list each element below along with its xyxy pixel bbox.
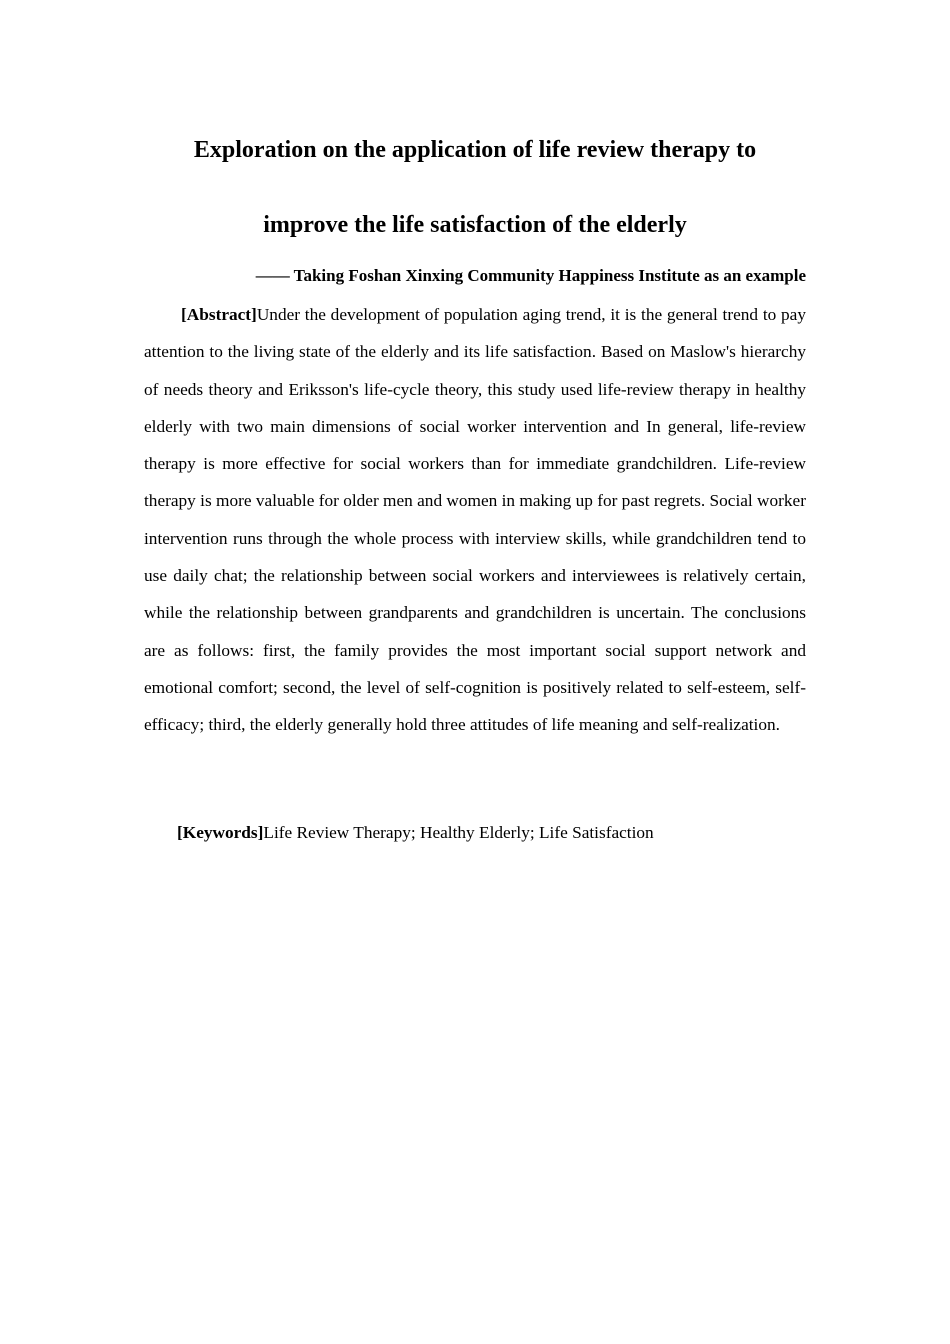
keywords-label: [Keywords] bbox=[177, 823, 264, 842]
keywords-paragraph bbox=[144, 818, 806, 848]
paper-title-line-1: Exploration on the application of life review therapy to bbox=[193, 137, 757, 163]
abstract-label: [Abstract] bbox=[181, 305, 257, 324]
keywords-text: Life Review Therapy; Healthy Elderly; Life Satisfaction bbox=[263, 823, 654, 842]
paper-title-line-2: improve the life satisfaction of the elderly bbox=[263, 212, 687, 238]
abstract-text: Under the development of population aging trend, it is the general trend to pay attention to the living state of the elderly and its life satisfaction. Based on Maslow's hierarchy of needs theory and Eriksson's life-cycle theory, this study used life-review therapy in healthy elderly with two main dimensions of social worker intervention and In general, life-review therapy is more effective for social workers than for immediate grandchildren. Life-review therapy is more valuable for older men and women in making up for past regrets. Social worker intervention runs through the whole process with interview skills, while grandchildren tend to use daily chat; the relationship between social workers and interviewees is relatively certain, while the relationship between grandparents and grandchildren is uncertain. The conclusions are as follows: first, the family provides the most important social support network and emotional comfort; second, the level of self-cognition is positively related to self-esteem, self-efficacy; third, the elderly generally hold three attitudes of life meaning and self-realization. bbox=[144, 305, 806, 735]
abstract-paragraph bbox=[144, 296, 806, 744]
paper-subtitle: —— Taking Foshan Xinxing Community Happiness Institute as an example bbox=[255, 266, 806, 285]
